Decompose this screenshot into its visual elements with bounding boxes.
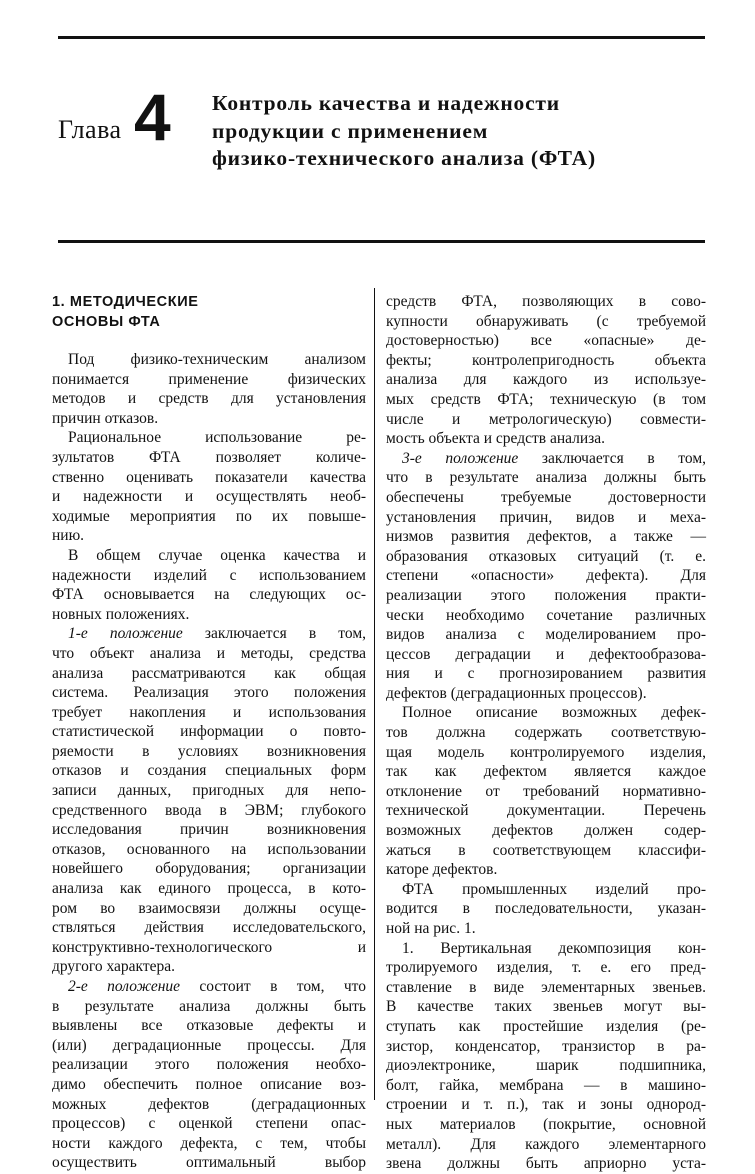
text-line: мых средств ФТА; техническую (в том [386, 390, 706, 408]
text-line: реализации этого положения практи- [386, 586, 706, 604]
text-line: 1. Вертикальная декомпозиция кон- [402, 939, 706, 957]
italic-lead: 1-е положение [68, 625, 183, 643]
text-line: выявлены все отказовые дефекты и [52, 1017, 366, 1035]
text-line: так как дефектом является каждое [386, 763, 706, 781]
text-line: В качестве таких звеньев могут вы- [386, 998, 706, 1016]
chapter-word: Глава [58, 115, 122, 144]
italic-lead: 2-е положение [68, 978, 181, 995]
text-line: димо обеспечить полное описание воз- [52, 1075, 366, 1093]
text-line: конструктивно-технологического и [52, 938, 366, 956]
text-line [386, 449, 706, 469]
text-line: статистической информации о повто- [52, 723, 366, 741]
text-line: образования отказовых ситуаций (т. е. [386, 547, 706, 565]
text-line: требует накопления и использования [52, 703, 366, 721]
header-bottom-rule [58, 240, 705, 243]
text-line: исследования причин возникновения [52, 821, 366, 839]
text-line: новейшего оборудования; организации [52, 860, 366, 878]
text-line: (или) деградационные процессы. Для [52, 1036, 366, 1054]
text-line: ствляться действия исследовательского, [52, 919, 366, 937]
text-line: в результате анализа должны быть [52, 997, 366, 1015]
section-heading-line: 1. МЕТОДИЧЕСКИЕ [52, 294, 199, 310]
text-line: купности обнаруживать (с требуемой [386, 312, 706, 330]
text-line: нию. [52, 527, 85, 545]
text-line: осуществить оптимальный выбор [52, 1154, 366, 1172]
text-line: ходимые мероприятия по их повыше- [52, 507, 366, 525]
chapter-number: 4 [134, 80, 171, 154]
line-text: заключается в том, [204, 625, 367, 643]
text-line: понимается применение физических [52, 370, 366, 388]
text-line: ступать как простейшие изделия (ре- [386, 1017, 706, 1035]
text-line: записи данных, пригодных для непо- [52, 782, 366, 800]
text-line: ственно оценивать показатели качества [52, 468, 366, 486]
text-line [52, 977, 366, 997]
text-line: мость объекта и средств анализа. [386, 430, 606, 448]
column-divider [374, 288, 375, 1100]
text-line: болт, гайка, мембрана — в машино- [386, 1076, 706, 1094]
top-rule [58, 36, 705, 39]
text-line: что в результате анализа должны быть [386, 469, 706, 487]
section-heading [52, 292, 366, 332]
text-line: ной на рис. 1. [386, 920, 476, 937]
text-line: цессов деградации и дефектообразова- [386, 645, 706, 663]
text-line: причин отказов. [52, 409, 159, 427]
line-text: состоит в том, что [199, 978, 366, 995]
text-line: отказов и создания специальных форм [52, 762, 366, 780]
text-line: Под физико-техническим анализом [68, 351, 366, 368]
chapter-title-line: физико-технического анализа (ФТА) [212, 146, 596, 170]
text-line: ФТА промышленных изделий про- [402, 880, 706, 898]
text-line: зультатов ФТА позволяет количе- [52, 448, 366, 466]
left-column [52, 292, 366, 1173]
text-line: щая модель контролируемого изделия, [386, 743, 706, 761]
text-line: дефектов (деградационных процессов). [386, 684, 647, 702]
text-line: и надежности и осуществлять необ- [52, 488, 366, 506]
text-line: каторе дефектов. [386, 861, 498, 879]
text-line: ром во взаимосвязи должны осуще- [52, 899, 366, 917]
text-line: Полное описание возможных дефек- [402, 704, 706, 722]
text-line: что объект анализа и методы, средства [52, 644, 366, 662]
text-line: отказов, основанного на использовании [52, 840, 366, 858]
text-line: числе и метрологическую) совмести- [386, 410, 706, 428]
text-line: диоэлектронике, шарик подшипника, [386, 1057, 706, 1075]
line-text: заключается в том, [541, 449, 707, 467]
text-line: В общем случае оценка качества и [68, 546, 366, 564]
text-line: достоверностью) все «опасные» де- [386, 332, 706, 350]
text-line: система. Реализация этого положения [52, 684, 366, 702]
text-line: обеспечены требуемые достоверности [386, 488, 706, 506]
text-line: новных положениях. [52, 605, 190, 623]
text-line: низмов развития дефектов, а также — [386, 528, 706, 546]
text-line: видов анализа с моделированием про- [386, 626, 706, 644]
text-line: ности каждого дефекта, с тем, чтобы [52, 1134, 366, 1152]
text-line: ставление в виде элементарных звеньев. [386, 978, 706, 996]
text-line: методов и средств для установления [52, 390, 366, 408]
italic-lead: 3-е положение [402, 449, 519, 467]
text-line: тролируемого изделия, т. е. его пред- [386, 959, 706, 977]
text-line: другого характера. [52, 958, 176, 976]
text-line: ряемости в условиях возникновения [52, 742, 366, 760]
text-line: анализа рассматриваются как общая [52, 664, 366, 682]
text-line [52, 624, 366, 644]
text-line: водится в последовательности, указан- [386, 900, 706, 918]
text-line: ных материалов (покрытие, основной [386, 1115, 706, 1133]
text-line: установления причин, видов и меха- [386, 508, 706, 526]
text-line: средств ФТА, позволяющих в сово- [386, 293, 706, 310]
text-line: металл). Для каждого элементарного [386, 1135, 706, 1153]
chapter-title [212, 90, 682, 173]
text-line: технической документации. Перечень [386, 802, 706, 820]
text-line: строении и т. п.), так и зоны однород- [386, 1096, 706, 1114]
text-line: ния и с прогнозированием развития [386, 665, 706, 683]
text-line: средственного ввода в ЭВМ; глубокого [52, 801, 366, 819]
right-column [386, 292, 706, 1174]
chapter-title-line: Контроль качества и надежности [212, 91, 560, 115]
section-heading-line: ОСНОВЫ ФТА [52, 314, 161, 330]
text-line: чески необходимо сочетание различных [386, 606, 706, 624]
text-line: ФТА основывается на следующих ос- [52, 586, 366, 604]
text-line: звена должны быть априорно уста- [386, 1155, 706, 1173]
text-line: возможных дефектов должен содер- [386, 822, 706, 840]
text-line: отклонение от требований нормативно- [386, 782, 706, 800]
text-line: процессов) с оценкой степени опас- [52, 1115, 366, 1133]
text-line: жаться в соответствующем классифи- [386, 841, 706, 859]
text-line: зистор, конденсатор, транзистор в ра- [386, 1037, 706, 1055]
text-line: надежности изделий с использованием [52, 566, 366, 584]
text-line: анализа для каждого из используе- [386, 371, 706, 389]
text-line: степени «опасности» дефекта). Для [386, 567, 706, 585]
chapter-title-line: продукции с применением [212, 118, 489, 143]
text-line: тов должна содержать соответствую- [386, 724, 706, 742]
text-line: можных дефектов (деградационных [52, 1095, 366, 1113]
text-line: реализации этого положения необхо- [52, 1056, 366, 1074]
text-line: Рациональное использование ре- [68, 429, 366, 447]
text-line: фекты; контролепригодность объекта [386, 351, 706, 369]
text-line: анализа как единого процесса, в кото- [52, 880, 366, 898]
